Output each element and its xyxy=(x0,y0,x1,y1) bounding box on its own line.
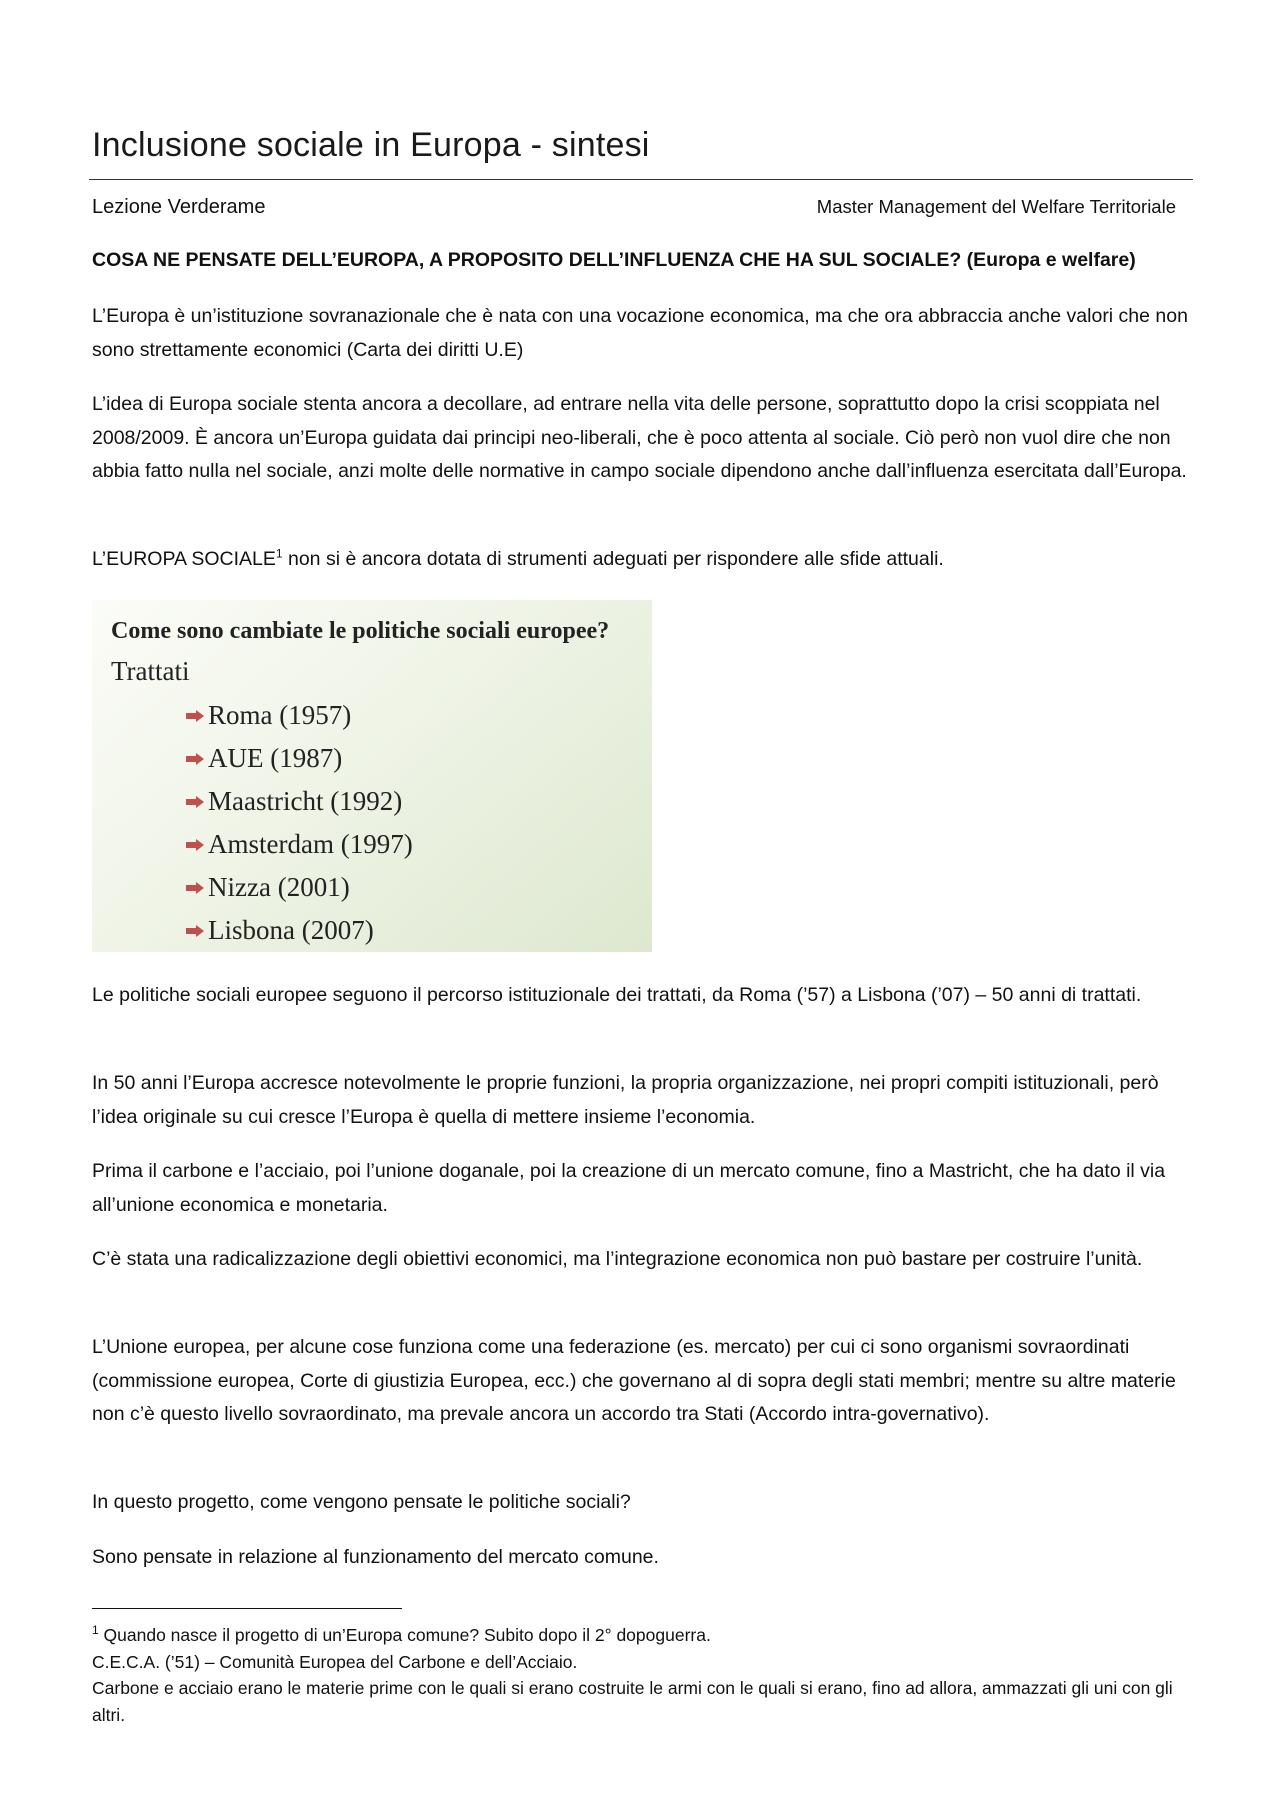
paragraph-3-end: non si è ancora dotata di strumenti adeguati per rispondere alle sfide attuali. xyxy=(282,548,944,570)
slide-subtitle: Trattati xyxy=(111,656,190,686)
treaty-label: AUE (1987) xyxy=(208,743,343,773)
arrow-icon xyxy=(185,925,205,937)
course-label: Master Management del Welfare Territoriale xyxy=(816,196,1176,217)
footnotes xyxy=(92,1622,1202,1728)
page-title: Inclusione sociale in Europa - sintesi xyxy=(92,126,650,164)
treaty-label: Amsterdam (1997) xyxy=(208,829,413,859)
treaty-label: Maastricht (1992) xyxy=(208,786,403,816)
footnote-marker: 1 xyxy=(92,1623,99,1638)
paragraph-4: Le politiche sociali europee seguono il percorso istituzionale dei trattati, da Roma (’57) a Lisbona (’07) – 50 anni di trattati. xyxy=(92,984,1142,1006)
treaty-label: Nizza (2001) xyxy=(208,872,350,902)
paragraph-3 xyxy=(92,543,1196,577)
treaty-item xyxy=(185,823,413,866)
paragraph-1: L’Europa è un’istituzione sovranazionale che è nata con una vocazione economica, ma che ora abbraccia anche valori che non sono strettamente economici (Carta dei diritti U.E) xyxy=(92,305,1188,361)
arrow-icon xyxy=(185,796,205,808)
treaty-item xyxy=(185,866,413,909)
paragraph-6: Prima il carbone e l’acciaio, poi l’unione doganale, poi la creazione di un mercato comune, fino a Mastricht, che ha dato il via all’unione economica e monetaria. xyxy=(92,1160,1166,1216)
treaties-slide-image xyxy=(92,600,652,952)
treaties-list xyxy=(185,694,413,952)
arrow-icon xyxy=(185,753,205,765)
paragraph-2: L’idea di Europa sociale stenta ancora a decollare, ad entrare nella vita delle persone, soprattutto dopo la crisi scoppiata nel 2008/2009. È ancora un’Europa guidata dai principi neo-liberali, che è poco attenta al sociale. Ciò però non vuol dire che non abbia fatto nulla nel sociale, anzi molte delle normative in campo sociale dipendono anche dall’influenza esercitata dall’Europa. xyxy=(92,393,1187,482)
arrow-icon xyxy=(185,710,205,722)
header-line xyxy=(92,196,1176,219)
treaty-item xyxy=(185,909,413,952)
section-heading: COSA NE PENSATE DELL’EUROPA, A PROPOSITO DELL’INFLUENZA CHE HA SUL SOCIALE? (Europa e welfare) xyxy=(92,249,1136,271)
footnote-line-2: C.E.C.A. (’51) – Comunità Europea del Carbone e dell’Acciaio. xyxy=(92,1651,578,1672)
treaty-item xyxy=(185,737,413,780)
paragraph-3-start: L’EUROPA SOCIALE xyxy=(92,548,276,570)
paragraph-7: C’è stata una radicalizzazione degli obiettivi economici, ma l’integrazione economica non può bastare per costruire l’unità. xyxy=(92,1248,1143,1270)
arrow-icon xyxy=(185,882,205,894)
treaty-item xyxy=(185,780,413,823)
arrow-icon xyxy=(185,839,205,851)
paragraph-10: Sono pensate in relazione al funzionamento del mercato comune. xyxy=(92,1546,659,1568)
footnote-ref[interactable]: 1 xyxy=(275,546,283,561)
footnote-1: $^1$ Quando nasce il progetto di un’Europa comune? Subito dopo il 2° dopoguerra. xyxy=(92,1623,711,1645)
treaty-label: Roma (1957) xyxy=(208,700,352,730)
footnote-divider xyxy=(92,1608,402,1609)
slide-title: Come sono cambiate le politiche sociali europee? xyxy=(111,618,610,644)
title-divider xyxy=(89,179,1193,180)
footnote-line-3: Carbone e acciaio erano le materie prime con le quali si erano costruite le armi con le quali si erano, fino ad allora, ammazzati gli uni con gli altri. xyxy=(92,1678,1173,1725)
paragraph-9: In questo progetto, come vengono pensate le politiche sociali? xyxy=(92,1491,631,1513)
treaty-label: Lisbona (2007) xyxy=(208,915,374,945)
paragraph-5: In 50 anni l’Europa accresce notevolmente le proprie funzioni, la propria organizzazione, nei propri compiti istituzionali, però l’idea originale su cui cresce l’Europa è quella di mettere insieme l’economia. xyxy=(92,1072,1159,1128)
lesson-label: Lezione Verderame xyxy=(92,196,266,218)
paragraph-8: L’Unione europea, per alcune cose funziona come una federazione (es. mercato) per cui ci sono organismi sovraordinati (commissione europea, Corte di giustizia Europea, ecc.) che governano al di sopra degli stati membri; mentre su altre materie non c’è questo livello sovraordinato, ma prevale ancora un accordo tra Stati (Accordo intra-governativo). xyxy=(92,1336,1176,1425)
treaty-item xyxy=(185,694,413,737)
